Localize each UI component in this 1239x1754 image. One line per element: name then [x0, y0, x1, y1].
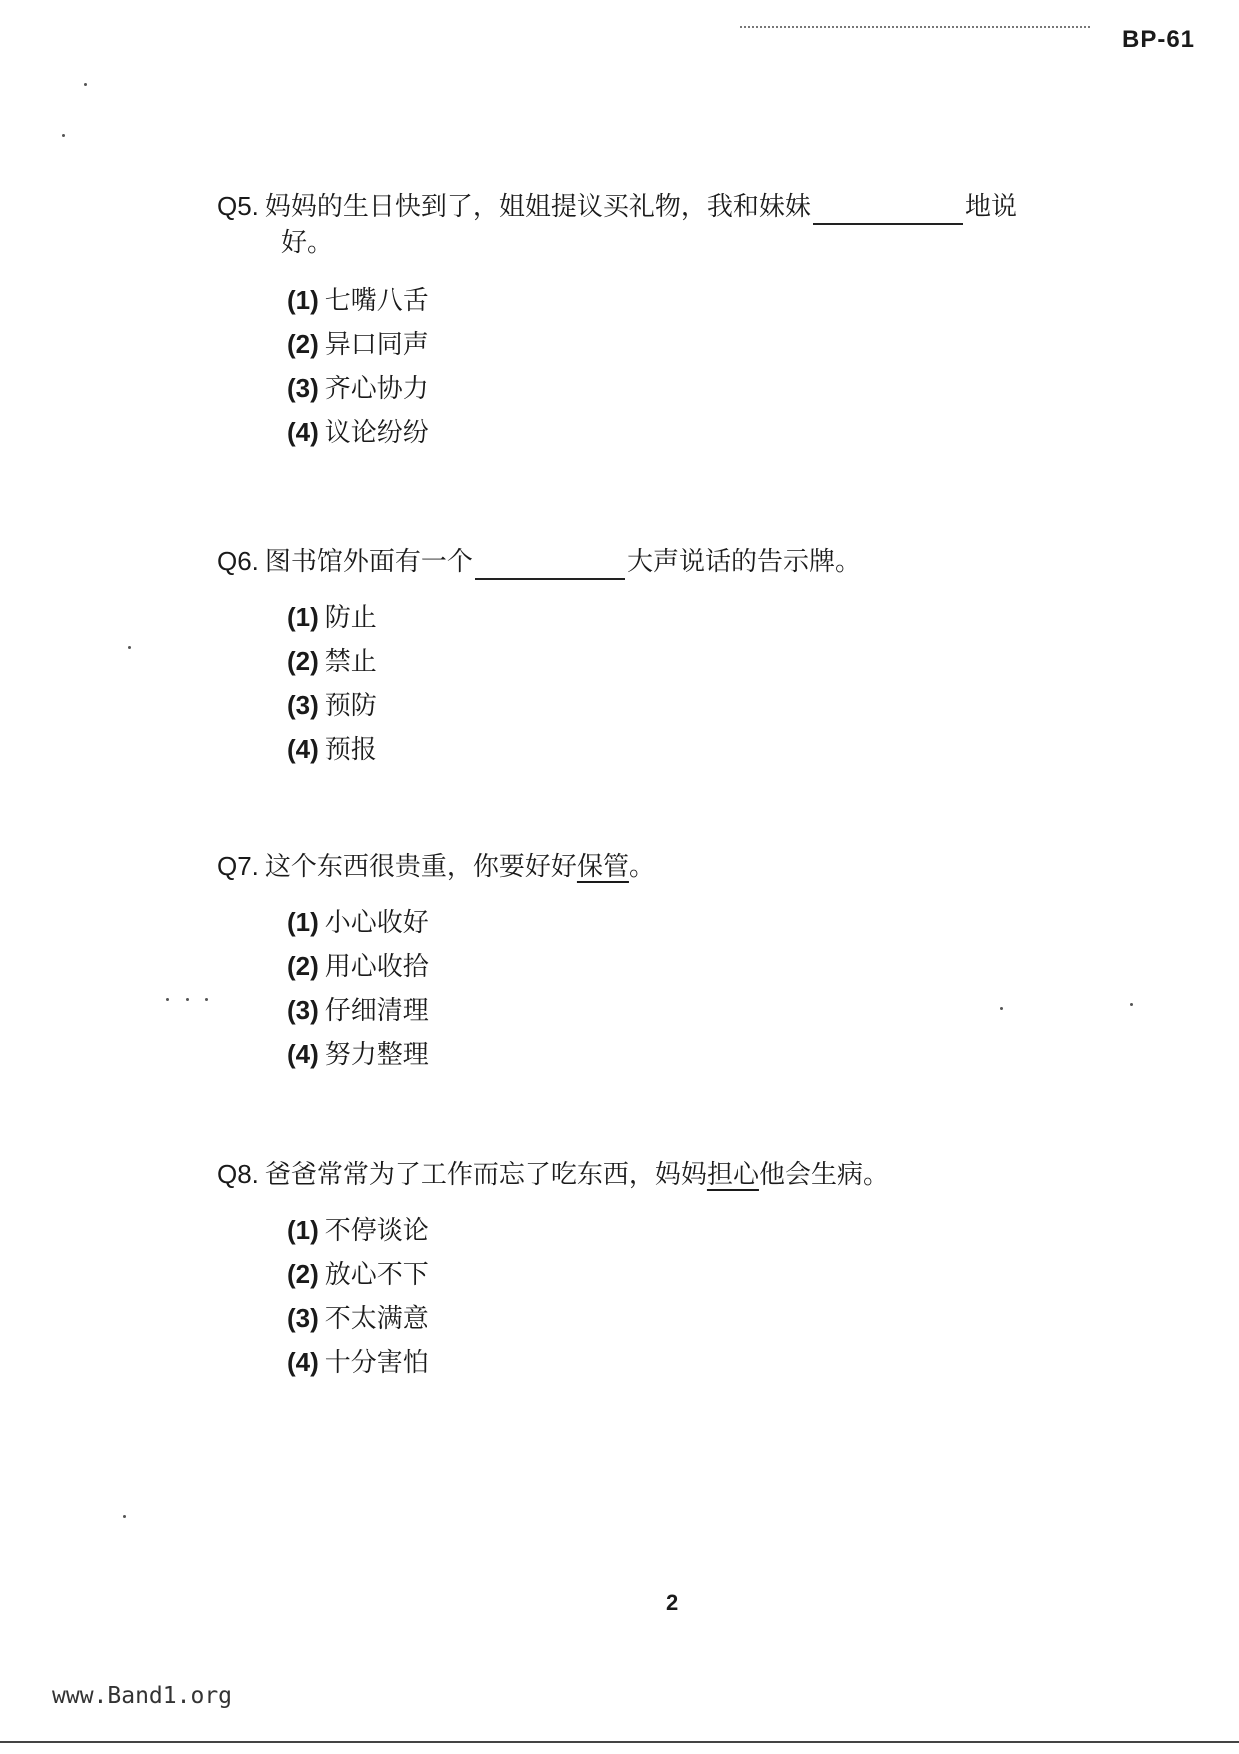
option-text: 异口同声 [324, 330, 429, 360]
option-4[interactable] [287, 1033, 655, 1077]
option-2[interactable] [287, 945, 655, 989]
option-number: (2) [287, 646, 319, 676]
option-number: (3) [287, 373, 319, 403]
option-text: 防止 [324, 603, 377, 633]
scan-speck [1000, 1007, 1003, 1010]
option-3[interactable] [287, 989, 655, 1033]
stem-text-before: 图书馆外面有一个 [264, 547, 473, 577]
stem-text-before: 这个东西很贵重，你要好好 [264, 852, 577, 882]
stem-text-before: 爸爸常常为了工作而忘了吃东西，妈妈 [264, 1160, 707, 1190]
question-q7 [217, 848, 655, 1077]
option-number: (4) [287, 734, 319, 764]
option-4[interactable] [287, 411, 1017, 455]
option-3[interactable] [287, 684, 861, 728]
scan-speck [1130, 1003, 1133, 1006]
option-text: 预报 [324, 735, 377, 765]
option-text: 预防 [324, 691, 377, 721]
option-1[interactable] [287, 279, 1017, 323]
option-list [287, 901, 655, 1077]
option-number: (2) [287, 1259, 319, 1289]
option-number: (1) [287, 1215, 319, 1245]
option-text: 不停谈论 [324, 1216, 429, 1246]
question-stem [217, 1156, 889, 1193]
option-text: 用心收拾 [324, 952, 429, 982]
option-text: 十分害怕 [324, 1348, 429, 1378]
option-number: (2) [287, 329, 319, 359]
option-text: 禁止 [324, 647, 377, 677]
question-stem [217, 848, 655, 885]
question-number: Q7. [217, 851, 259, 881]
option-list [287, 279, 1017, 455]
scan-speck [205, 998, 208, 1001]
option-text: 努力整理 [324, 1040, 429, 1070]
option-number: (1) [287, 285, 319, 315]
question-stem [217, 188, 1017, 225]
scan-speck [123, 1515, 126, 1518]
option-text: 议论纷纷 [324, 418, 429, 448]
option-1[interactable] [287, 1209, 889, 1253]
scan-speck [166, 998, 169, 1001]
underlined-term: 保管 [576, 852, 629, 882]
option-text: 仔细清理 [324, 996, 429, 1026]
footer-rule [0, 1741, 1239, 1743]
option-2[interactable] [287, 323, 1017, 367]
option-1[interactable] [287, 596, 861, 640]
scan-speck [128, 646, 131, 649]
scan-speck [186, 998, 189, 1001]
stem-text-before: 妈妈的生日快到了，姐姐提议买礼物，我和妹妹 [264, 192, 811, 222]
answer-blank [475, 552, 625, 580]
option-list [287, 1209, 889, 1385]
option-number: (4) [287, 1039, 319, 1069]
option-number: (2) [287, 951, 319, 981]
option-4[interactable] [287, 1341, 889, 1385]
option-number: (1) [287, 907, 319, 937]
option-text: 小心收好 [324, 908, 429, 938]
option-number: (1) [287, 602, 319, 632]
question-number: Q8. [217, 1159, 259, 1189]
stem-continuation: 好。 [281, 228, 334, 258]
question-q5 [217, 188, 1017, 455]
option-text: 不太满意 [324, 1304, 429, 1334]
question-stem [217, 543, 861, 580]
document-code: BP-61 [1122, 26, 1196, 53]
header-rule [740, 26, 1090, 30]
option-number: (3) [287, 1303, 319, 1333]
question-number: Q6. [217, 546, 259, 576]
option-text: 放心不下 [324, 1260, 429, 1290]
footer-url[interactable]: www.Band1.org [52, 1683, 233, 1709]
option-number: (3) [287, 995, 319, 1025]
question-q8 [217, 1156, 889, 1385]
option-3[interactable] [287, 367, 1017, 411]
scan-speck [84, 83, 87, 86]
option-number: (4) [287, 417, 319, 447]
scan-speck [62, 134, 65, 137]
stem-text-after: 。 [628, 852, 655, 882]
option-number: (4) [287, 1347, 319, 1377]
answer-blank [813, 197, 963, 225]
stem-text-after: 大声说话的告示牌。 [626, 547, 861, 577]
option-number: (3) [287, 690, 319, 720]
option-text: 七嘴八舌 [324, 286, 429, 316]
option-text: 齐心协力 [324, 374, 429, 404]
underlined-term: 担心 [706, 1160, 759, 1190]
stem-text-after: 地说 [964, 192, 1017, 222]
option-1[interactable] [287, 901, 655, 945]
option-3[interactable] [287, 1297, 889, 1341]
question-q6 [217, 543, 861, 772]
option-2[interactable] [287, 640, 861, 684]
question-number: Q5. [217, 191, 259, 221]
option-list [287, 596, 861, 772]
page-number: 2 [666, 1590, 679, 1615]
option-2[interactable] [287, 1253, 889, 1297]
stem-text-after: 他会生病。 [758, 1160, 889, 1190]
option-4[interactable] [287, 728, 861, 772]
